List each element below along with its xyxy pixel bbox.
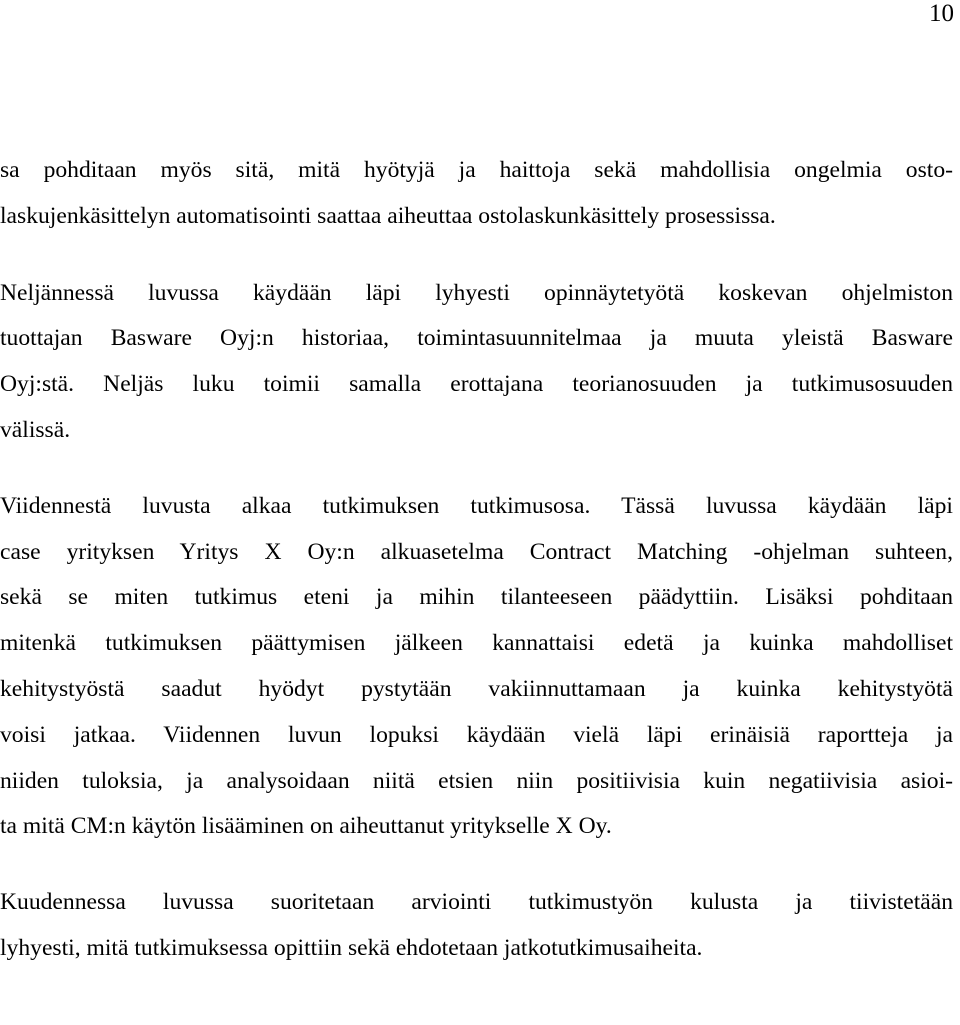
document-body xyxy=(0,148,953,972)
text-line: Oyj:stä. Neljäs luku toimii samalla erottajana teorianosuuden ja tutkimusosuuden xyxy=(0,371,953,398)
paragraph-2 xyxy=(0,271,953,454)
text-line: välissä. xyxy=(0,416,71,443)
text-line: lyhyesti, mitä tutkimuksessa opittiin sekä ehdotetaan jatkotutkimusaiheita. xyxy=(0,934,703,961)
text-line: kehitystyöstä saadut hyödyt pystytään vakiinnuttamaan ja kuinka kehitystyötä xyxy=(0,675,953,702)
paragraph-gap xyxy=(0,454,953,484)
text-line: voisi jatkaa. Viidennen luvun lopuksi käydään vielä läpi erinäisiä raportteja ja xyxy=(0,721,953,748)
paragraph-gap xyxy=(0,850,953,880)
text-line: Neljännessä luvussa käydään läpi lyhyesti opinnäytetyötä koskevan ohjelmiston xyxy=(0,279,953,306)
paragraph-gap xyxy=(0,240,953,271)
text-line: niiden tuloksia, ja analysoidaan niitä etsien niin positiivisia kuin negatiivisia asioi- xyxy=(0,767,953,794)
text-line: ta mitä CM:n käytön lisääminen on aiheuttanut yritykselle X Oy. xyxy=(0,813,612,840)
text-line: laskujenkäsittelyn automatisointi saattaa aiheuttaa ostolaskunkäsittely prosessissa. xyxy=(0,202,776,229)
text-line: case yrityksen Yritys X Oy:n alkuasetelma Contract Matching -ohjelman suhteen, xyxy=(0,538,953,565)
paragraph-3 xyxy=(0,484,953,850)
text-line: mitenkä tutkimuksen päättymisen jälkeen kannattaisi edetä ja kuinka mahdolliset xyxy=(0,630,953,657)
paragraph-1 xyxy=(0,148,953,240)
page-number: 10 xyxy=(929,0,954,27)
paragraph-4 xyxy=(0,880,953,972)
text-line: Kuudennessa luvussa suoritetaan arviointi tutkimustyön kulusta ja tiivistetään xyxy=(0,889,953,916)
text-line: sekä se miten tutkimus eteni ja mihin tilanteeseen päädyttiin. Lisäksi pohditaan xyxy=(0,584,953,611)
text-line: tuottajan Basware Oyj:n historiaa, toimintasuunnitelmaa ja muuta yleistä Basware xyxy=(0,325,953,352)
text-line: sa pohditaan myös sitä, mitä hyötyjä ja haittoja sekä mahdollisia ongelmia osto- xyxy=(0,157,953,183)
text-line: Viidennestä luvusta alkaa tutkimuksen tutkimusosa. Tässä luvussa käydään läpi xyxy=(0,492,953,519)
